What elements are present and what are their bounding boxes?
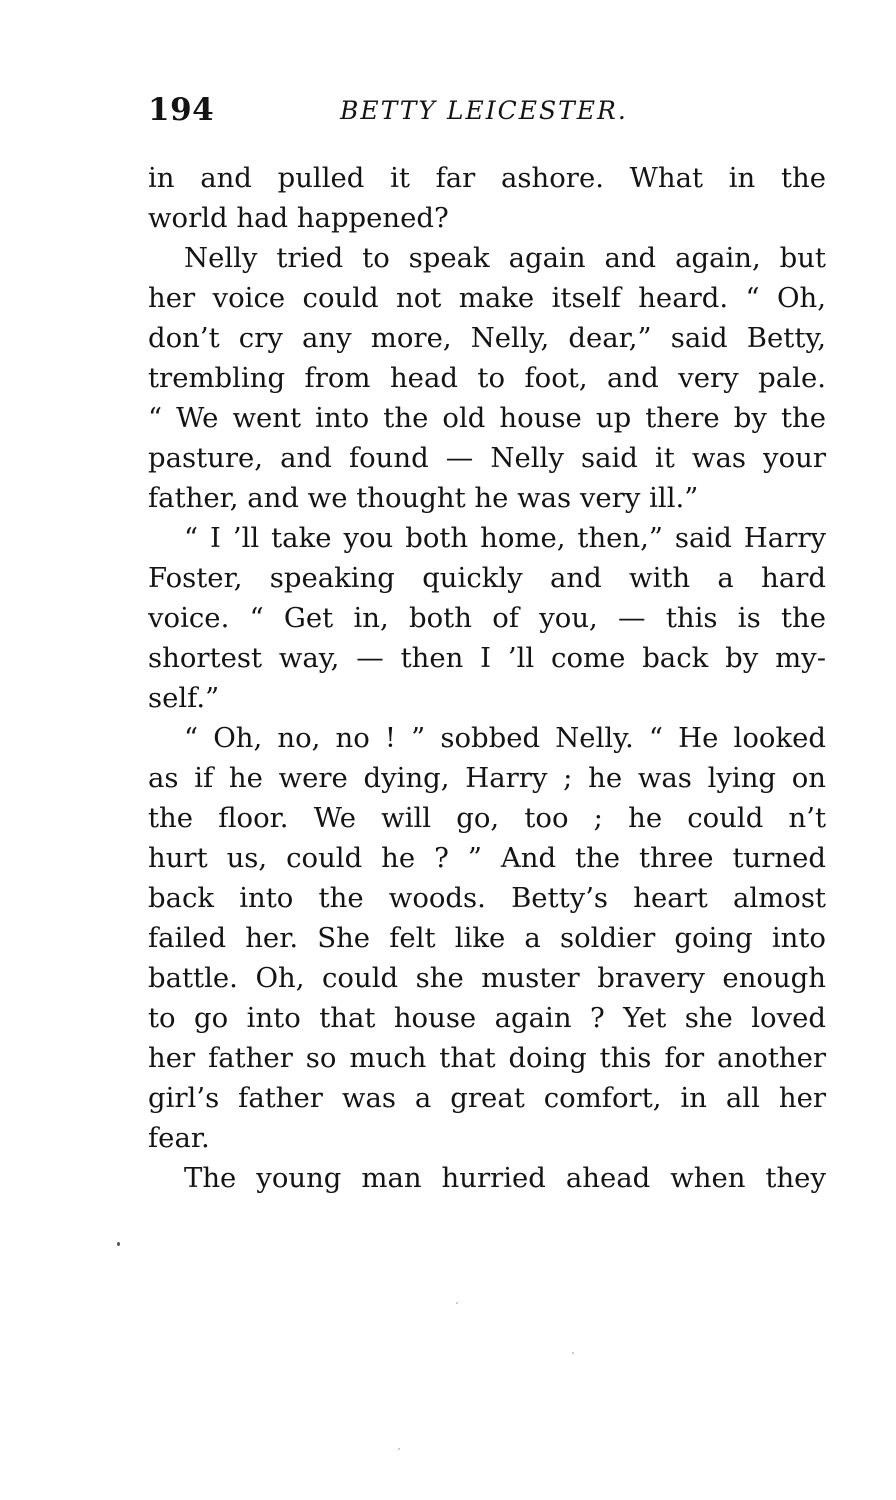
text-line: in and pulled it far ashore. What in the (148, 162, 826, 194)
text-line: The young man hurried ahead when they (184, 1162, 826, 1194)
ink-speck (572, 1352, 574, 1354)
text-line: trembling from head to foot, and very pale. (148, 362, 826, 394)
text-line: father, and we thought he was very ill.” (148, 482, 699, 514)
text-line: fear. (148, 1122, 210, 1154)
text-line: hurt us, could he ? ” And the three turned (148, 842, 826, 874)
text-line: her father so much that doing this for another (148, 1042, 826, 1074)
text-line: to go into that house again ? Yet she loved (148, 1002, 826, 1034)
text-line: don’t cry any more, Nelly, dear,” said Betty, (148, 322, 826, 354)
text-line: her voice could not make itself heard. “ Oh, (148, 282, 826, 314)
ink-speck (456, 1302, 458, 1304)
text-line: pasture, and found — Nelly said it was your (148, 442, 826, 474)
ink-speck (398, 1448, 400, 1450)
text-line: world had happened? (148, 202, 449, 234)
text-line: Nelly tried to speak again and again, but (184, 242, 826, 274)
ink-speck (117, 1242, 120, 1246)
body-text (148, 158, 826, 1198)
text-line: failed her. She felt like a soldier going into (148, 922, 826, 954)
page-number: 194 (148, 92, 215, 128)
text-line: Foster, speaking quickly and with a hard (148, 562, 826, 594)
text-line: voice. “ Get in, both of you, — this is the (148, 602, 826, 634)
text-line: “ Oh, no, no ! ” sobbed Nelly. “ He looked (184, 722, 826, 754)
text-line: battle. Oh, could she muster bravery enough (148, 962, 826, 994)
text-line: the floor. We will go, too ; he could n’t (148, 802, 826, 834)
text-line: “ I ’ll take you both home, then,” said Harry (184, 522, 826, 554)
running-head (148, 92, 828, 136)
text-line: as if he were dying, Harry ; he was lying on (148, 762, 826, 794)
text-line: self.” (148, 682, 220, 714)
text-line: “ We went into the old house up there by the (148, 402, 826, 434)
text-line: shortest way, — then I ’ll come back by my- (148, 642, 826, 674)
running-title: BETTY LEICESTER. (340, 96, 628, 125)
text-line: back into the woods. Betty’s heart almost (148, 882, 826, 914)
text-line: girl’s father was a great comfort, in all her (148, 1082, 826, 1114)
